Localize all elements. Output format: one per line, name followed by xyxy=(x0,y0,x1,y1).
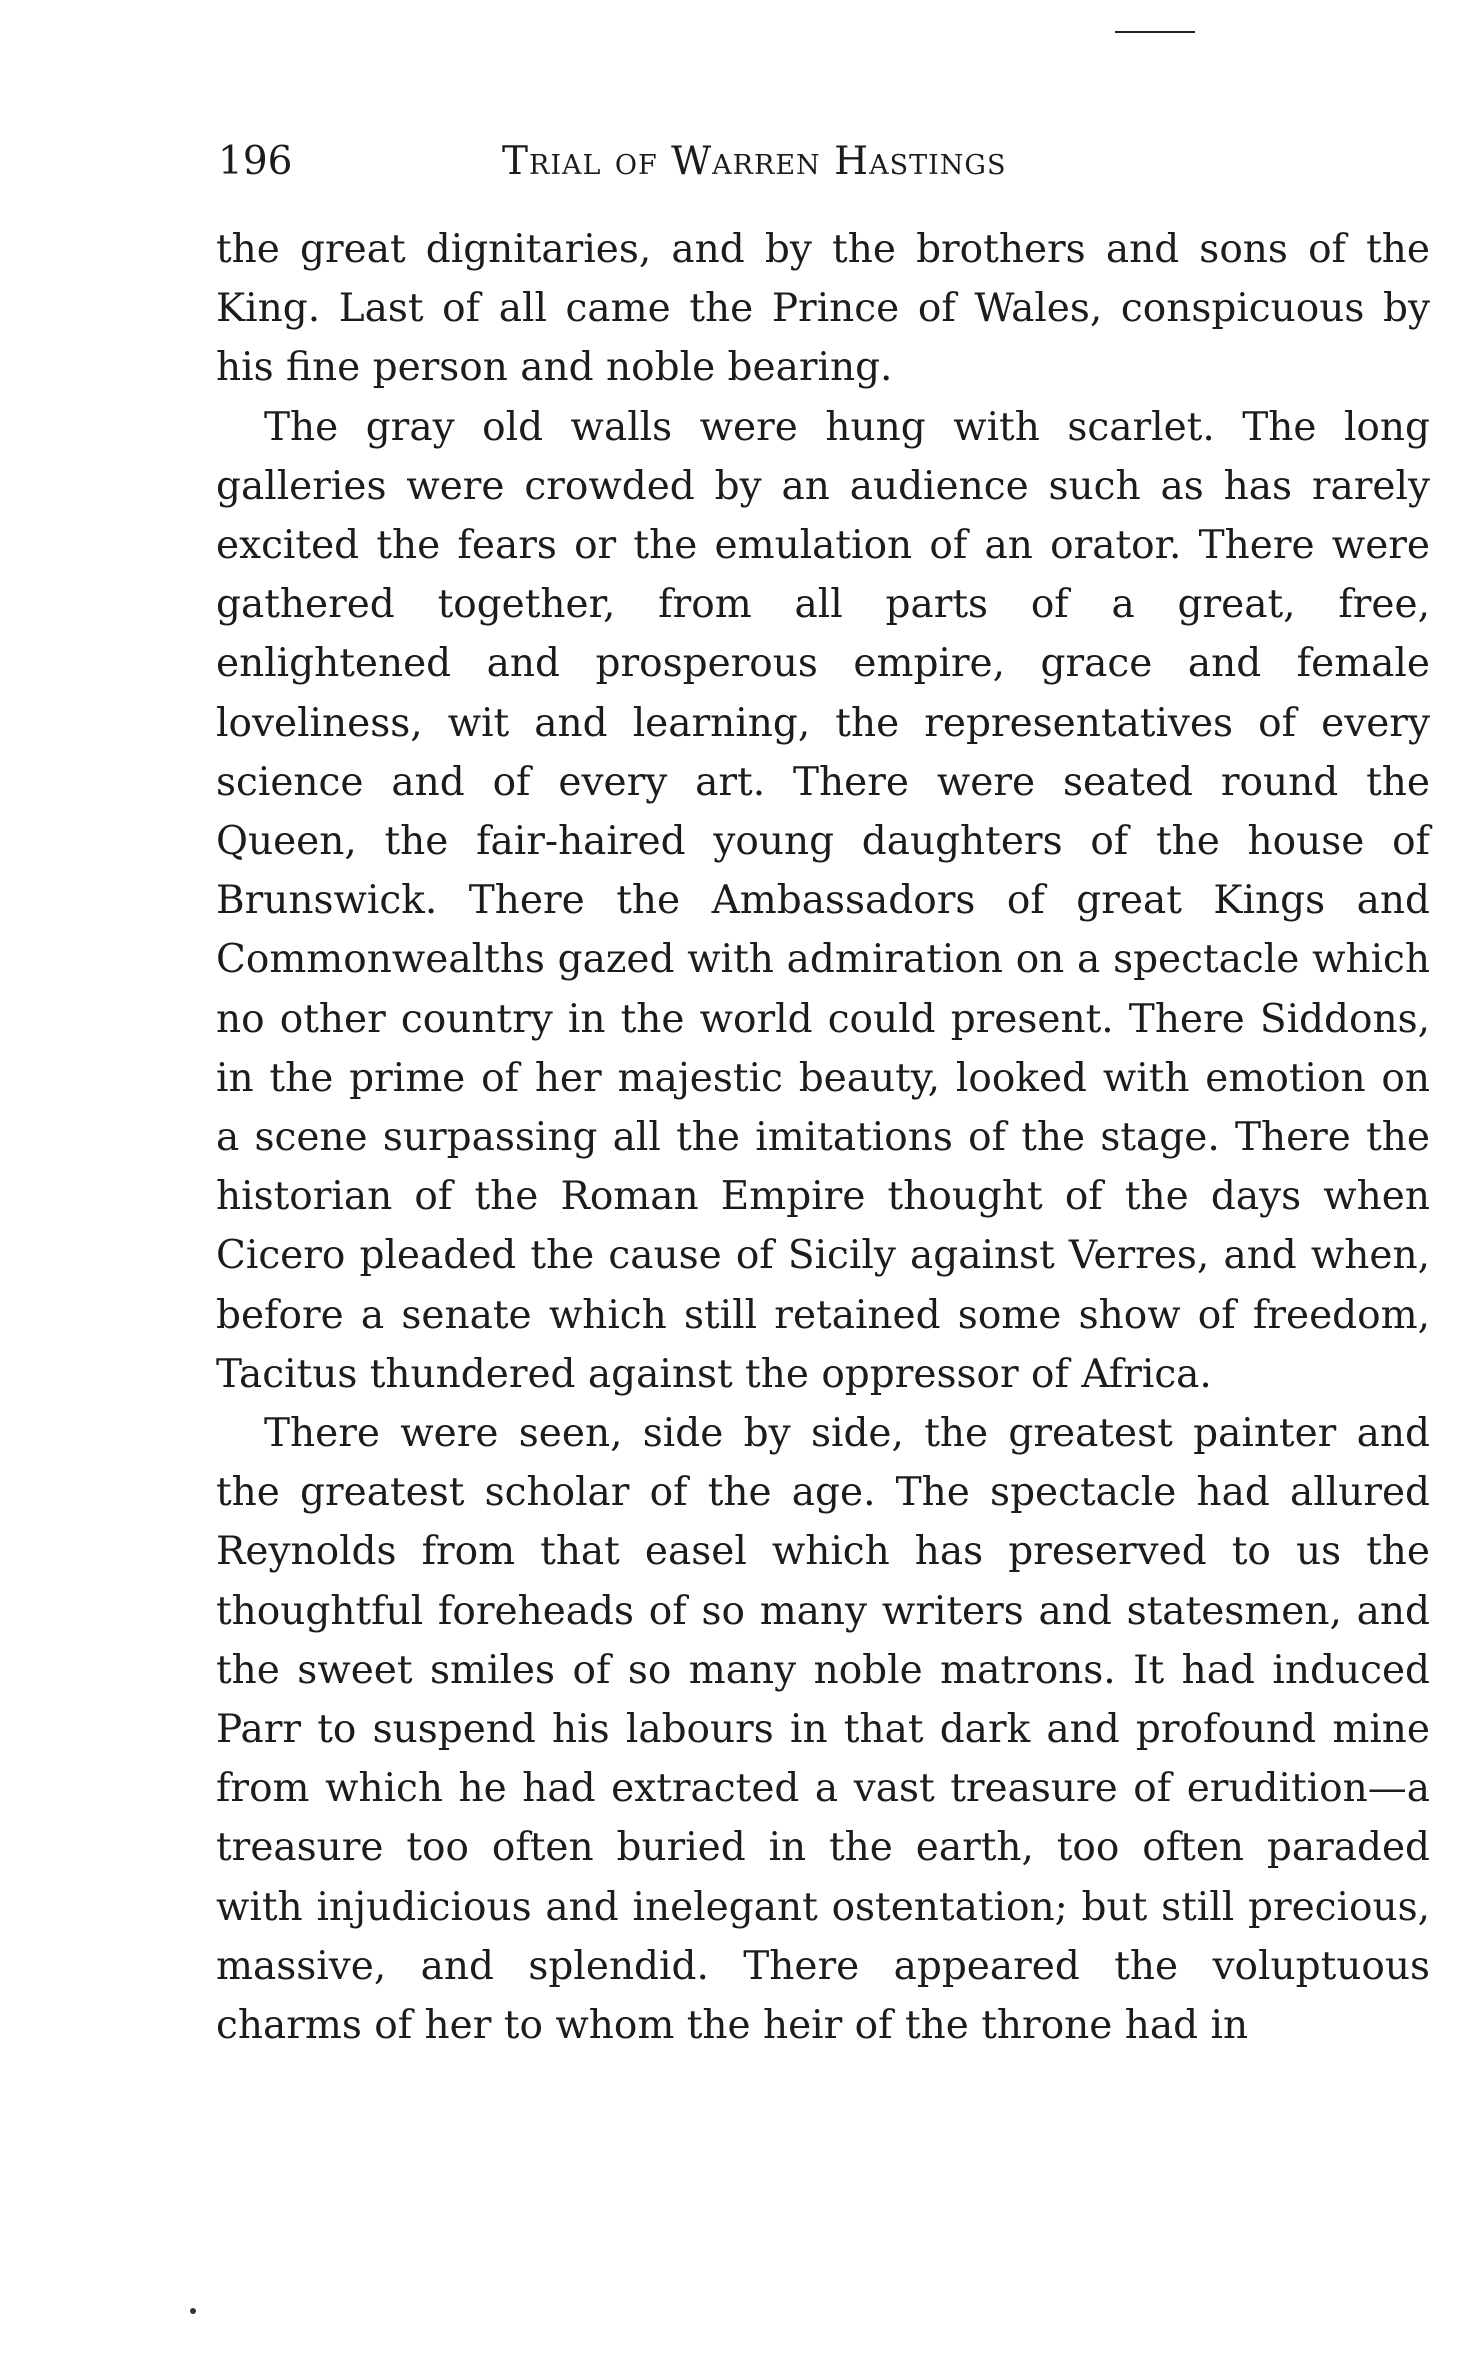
paragraph-gray-walls: The gray old walls were hung with scarlet. The long galleries were crowded by an audience such as has rarely excited the fears or the emulation of an orator. There were gathered together, from all parts of a great, free, enlightened and prosperous empire, grace and female loveliness, wit and learning, the representatives of every science and of every art. There were seated round the Queen, the fair-haired young daughters of the house of Brunswick. There the Ambassadors of great Kings and Commonwealths gazed with admiration on a spectacle which no other country in the world could present. There Siddons, in the prime of her majestic beauty, looked with emotion on a scene surpassing all the imitations of the stage. There the historian of the Roman Empire thought of the days when Cicero pleaded the cause of Sicily against Verres, and when, before a senate which still retained some show of freedom, Tacitus thundered against the oppressor of Africa. xyxy=(216,404,1430,1397)
top-rule xyxy=(1115,31,1195,33)
page-number: 196 xyxy=(218,139,293,184)
body-text xyxy=(216,220,1430,2055)
paragraph-painter-scholar: There were seen, side by side, the greatest painter and the greatest scholar of the age. The spectacle had allured Reynolds from that easel which has preserved to us the thoughtful foreheads of so many writers and statesmen, and the sweet smiles of so many noble matrons. It had induced Parr to suspend his labours in that dark and profound mine from which he had extracted a vast treasure of erudition—a treasure too often buried in the earth, too often paraded with injudicious and inelegant ostentation; but still precious, massive, and splendid. There appeared the voluptuous charms of her to whom the heir of the throne had in xyxy=(216,1411,1430,2049)
paragraph-continued: the great dignitaries, and by the brothers and sons of the King. Last of all came the Prince of Wales, conspicuous by his fine person and noble bearing. xyxy=(216,227,1430,391)
stray-mark xyxy=(190,2308,196,2314)
running-title: Trial of Warren Hastings xyxy=(502,139,1007,184)
